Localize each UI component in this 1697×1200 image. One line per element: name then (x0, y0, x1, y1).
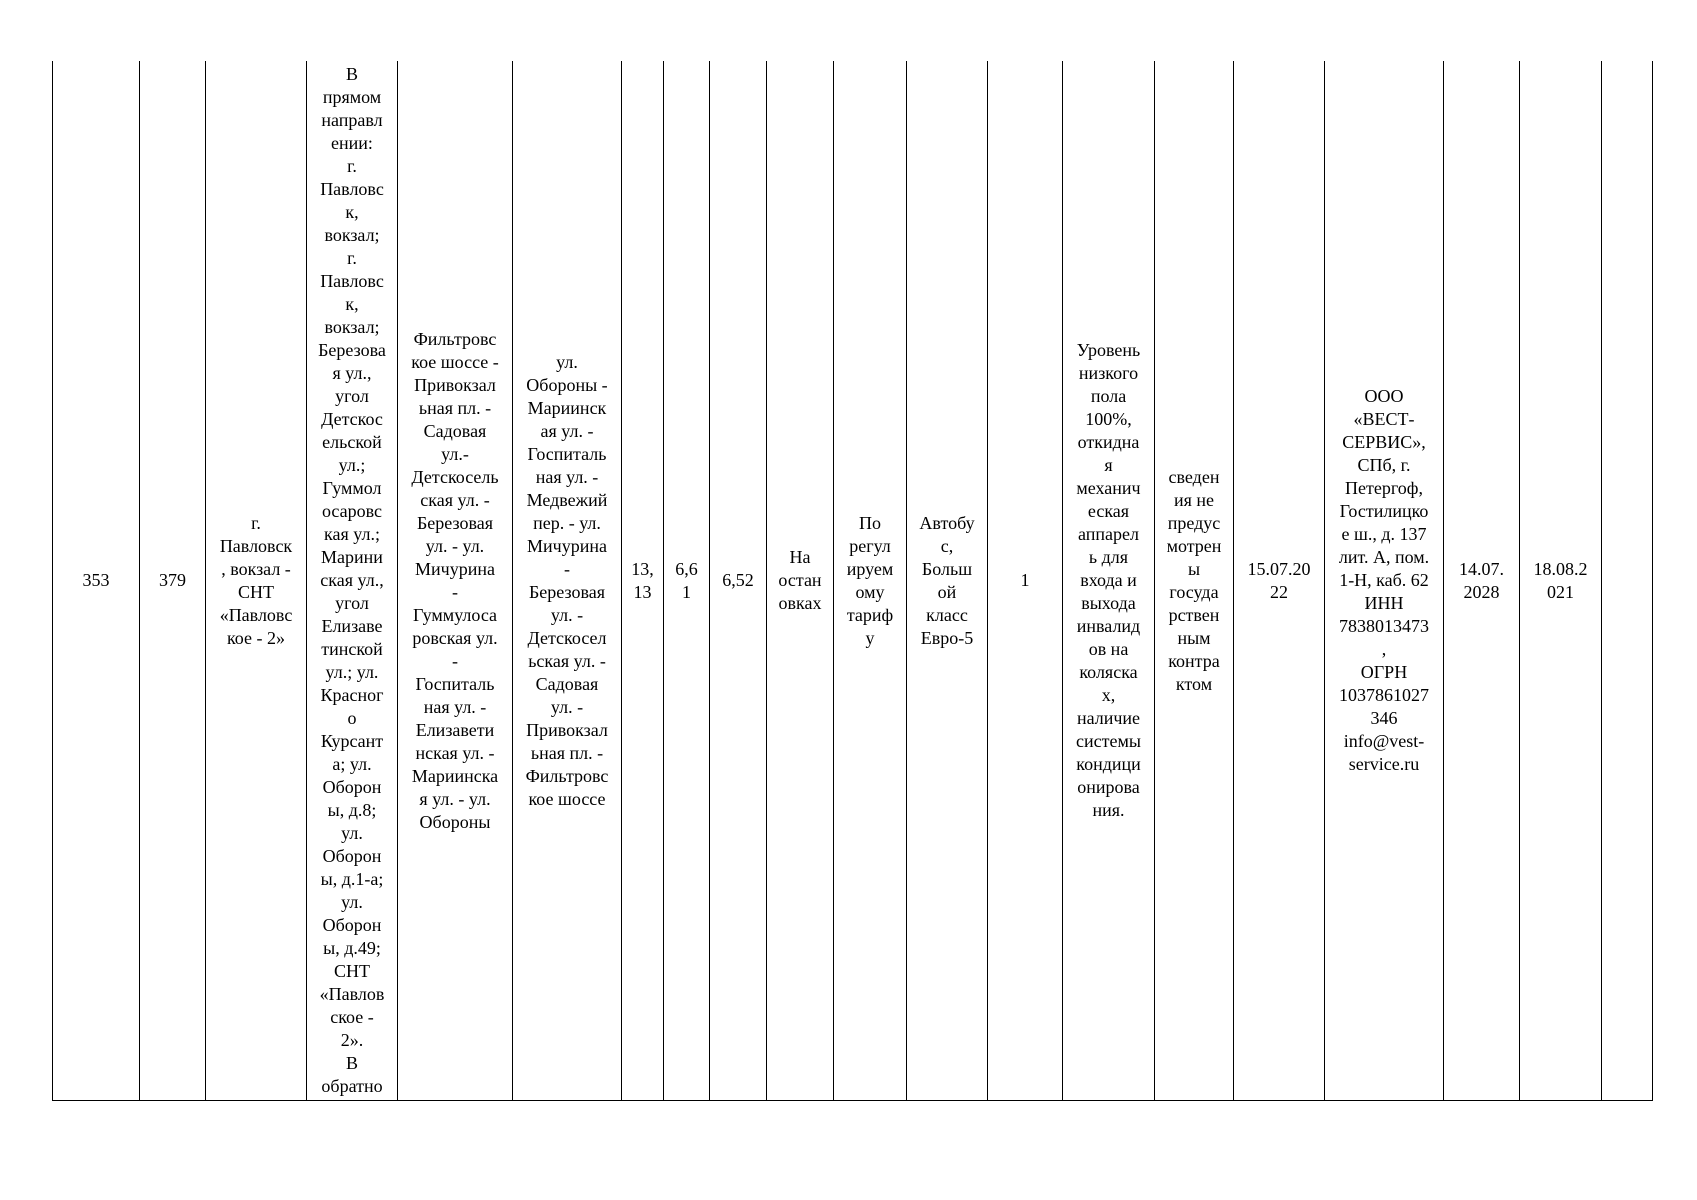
route-number-cell: 379 (140, 61, 206, 1101)
route-registry-table (52, 61, 1653, 1101)
vehicle-type-cell: Автобу с, Больш ой класс Евро-5 (907, 61, 988, 1101)
end-date-cell: 14.07. 2028 (1444, 61, 1520, 1101)
length-forward-cell: 6,6 1 (664, 61, 710, 1101)
vehicle-features-cell: Уровень низкого пола 100%, откидна я механич еская аппарел ь для входа и выхода инвалид ов на коляска х, наличие системы кондици онирова ния. (1063, 61, 1155, 1101)
start-date-cell: 15.07.20 22 (1234, 61, 1325, 1101)
vehicle-count-cell: 1 (988, 61, 1063, 1101)
table-row (53, 61, 1653, 1101)
length-total-cell: 13, 13 (622, 61, 664, 1101)
streets-forward-cell: Фильтровс кое шоссе - Привокзал ьная пл. - Садовая ул.- Детскосель ская ул. - Березовая ул. - ул. Мичурина - Гуммулоса ровская ул. - Госпиталь ная ул. - Елизавети нская ул. - Мариинска я ул. - ул. Обороны (398, 61, 513, 1101)
registry-number-cell: 353 (53, 61, 140, 1101)
empty-last-cell (1602, 61, 1653, 1101)
boarding-order-cell: На остан овках (767, 61, 834, 1101)
length-backward-cell: 6,52 (710, 61, 767, 1101)
extra-date-cell: 18.08.2 021 (1520, 61, 1602, 1101)
tariff-cell: По регул ируем ому тариф у (834, 61, 907, 1101)
stops-cell: В прямом направл ении: г. Павловс к, вокзал; г. Павловс к, вокзал; Березова я ул., угол Детскос ельской ул.; Гуммол осаровс кая ул.; Марини ская ул., угол Елизаве тинской ул.; ул. Красног о Курсант а; ул. Оборон ы, д.8; ул. Оборон ы, д.1-а; ул. Оборон ы, д.49; СНТ «Павлов ское - 2». В обратно (307, 61, 398, 1101)
route-name-cell: г. Павловск , вокзал - СНТ «Павловс кое - 2» (206, 61, 307, 1101)
contract-info-cell: сведен ия не предус мотрен ы госуда рствен ным контра ктом (1155, 61, 1234, 1101)
streets-backward-cell: ул. Обороны - Мариинск ая ул. - Госпиталь ная ул. - Медвежий пер. - ул. Мичурина - Березовая ул. - Детскосел ьская ул. - Садовая ул. - Привокзал ьная пл. - Фильтровс кое шоссе (513, 61, 622, 1101)
carrier-cell: ООО «ВЕСТ- СЕРВИС», СПб, г. Петергоф, Гостилицко е ш., д. 137 лит. А, пом. 1-Н, каб. 62 ИНН 7838013473 , ОГРН 1037861027 346 info@vest- service.ru (1325, 61, 1444, 1101)
